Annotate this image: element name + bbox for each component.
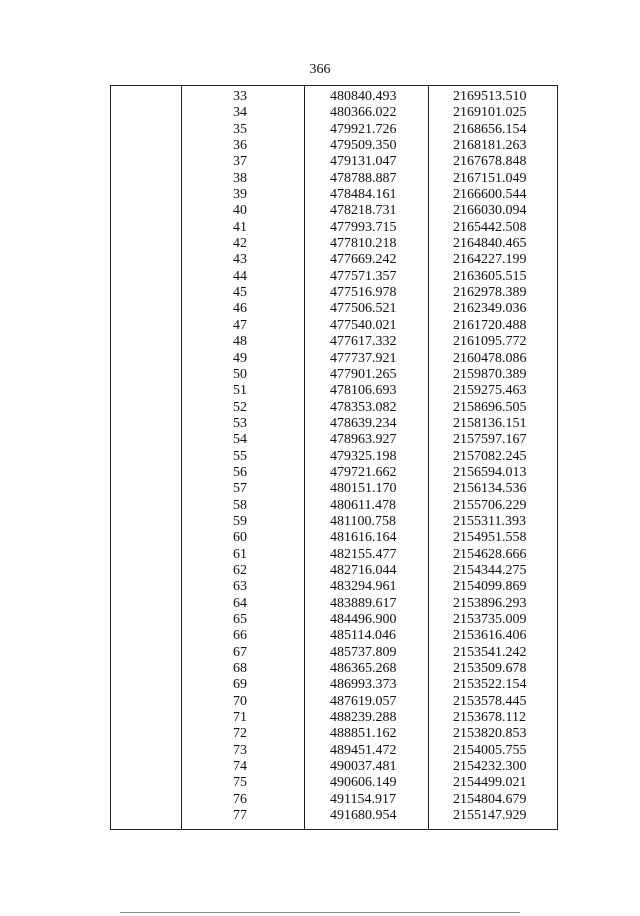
table-row — [111, 775, 557, 791]
x-coordinate: 490606.149 — [330, 775, 397, 791]
point-number: 34 — [233, 105, 247, 121]
y-coordinate: 2153896.293 — [453, 595, 527, 611]
x-coordinate: 480151.170 — [330, 481, 397, 497]
x-coordinate: 478484.161 — [330, 187, 397, 203]
table-row — [111, 612, 557, 628]
y-coordinate: 2167151.049 — [453, 170, 527, 186]
point-number: 64 — [233, 595, 247, 611]
point-number: 40 — [233, 203, 247, 219]
page-number: 366 — [309, 62, 331, 77]
x-coordinate: 490037.481 — [330, 759, 397, 775]
y-coordinate: 2155311.393 — [453, 513, 526, 529]
table-row — [111, 285, 557, 301]
point-number: 38 — [233, 170, 247, 186]
x-coordinate: 478106.693 — [330, 383, 397, 399]
y-coordinate: 2169101.025 — [453, 105, 527, 121]
x-coordinate: 484496.900 — [330, 612, 397, 627]
table-row — [111, 514, 557, 530]
table-row — [111, 220, 557, 236]
table-row — [111, 367, 557, 383]
point-number: 69 — [233, 677, 247, 693]
point-number: 33 — [233, 89, 247, 104]
x-coordinate: 488851.162 — [330, 726, 397, 742]
x-coordinate: 485737.809 — [330, 644, 397, 660]
y-coordinate: 2162978.389 — [453, 285, 527, 301]
table-row — [111, 105, 557, 121]
table-row — [111, 432, 557, 448]
point-number: 72 — [233, 726, 247, 742]
table-row — [111, 122, 557, 138]
table-row — [111, 726, 557, 742]
table-row — [111, 400, 557, 416]
table-row — [111, 628, 557, 644]
table-row — [111, 498, 557, 514]
y-coordinate: 2164840.465 — [453, 236, 527, 252]
table-row — [111, 416, 557, 432]
x-coordinate: 478788.887 — [330, 170, 397, 186]
x-coordinate: 481100.758 — [330, 513, 396, 529]
table-row — [111, 579, 557, 595]
y-coordinate: 2157082.245 — [453, 448, 527, 464]
table-row — [111, 334, 557, 350]
table-row — [111, 547, 557, 563]
table-row — [111, 89, 557, 105]
y-coordinate: 2154099.869 — [453, 579, 527, 595]
x-coordinate: 486993.373 — [330, 677, 397, 693]
table-body — [111, 89, 557, 824]
point-number: 73 — [233, 742, 247, 758]
point-number: 39 — [233, 187, 247, 203]
table-row — [111, 563, 557, 579]
y-coordinate: 2157597.167 — [453, 432, 527, 448]
x-coordinate: 477669.242 — [330, 252, 397, 268]
x-coordinate: 479325.198 — [330, 448, 397, 464]
y-coordinate: 2165442.508 — [453, 219, 527, 235]
table-row — [111, 383, 557, 399]
y-coordinate: 2156134.536 — [453, 481, 527, 497]
point-number: 76 — [233, 791, 247, 807]
y-coordinate: 2168656.154 — [453, 121, 527, 137]
y-coordinate: 2153522.154 — [453, 677, 527, 693]
point-number: 36 — [233, 138, 247, 154]
table-row — [111, 661, 557, 677]
y-coordinate: 2169513.510 — [453, 89, 527, 104]
table-row — [111, 743, 557, 759]
point-number: 77 — [233, 808, 247, 824]
x-coordinate: 479509.350 — [330, 138, 397, 154]
point-number: 54 — [233, 432, 247, 448]
point-number: 56 — [233, 464, 247, 480]
table-row — [111, 759, 557, 775]
x-coordinate: 483889.617 — [330, 595, 397, 611]
point-number: 50 — [233, 366, 247, 382]
point-number: 71 — [233, 710, 247, 726]
x-coordinate: 477810.218 — [330, 236, 397, 252]
point-number: 45 — [233, 285, 247, 301]
table-row — [111, 252, 557, 268]
x-coordinate: 482716.044 — [330, 562, 397, 578]
table-row — [111, 530, 557, 546]
y-coordinate: 2164227.199 — [453, 252, 527, 268]
y-coordinate: 2163605.515 — [453, 268, 527, 284]
y-coordinate: 2156594.013 — [453, 464, 527, 480]
y-coordinate: 2168181.263 — [453, 138, 527, 154]
x-coordinate: 478218.731 — [330, 203, 397, 219]
table-row — [111, 710, 557, 726]
coordinates-table — [110, 85, 558, 830]
point-number: 70 — [233, 693, 247, 709]
x-coordinate: 479721.662 — [330, 464, 397, 480]
y-coordinate: 2154344.275 — [453, 562, 527, 578]
point-number: 44 — [233, 268, 247, 284]
y-coordinate: 2158696.505 — [453, 399, 527, 415]
x-coordinate: 479131.047 — [330, 154, 397, 170]
y-coordinate: 2154005.755 — [453, 742, 527, 758]
y-coordinate: 2153541.242 — [453, 644, 527, 660]
point-number: 66 — [233, 628, 247, 644]
point-number: 75 — [233, 775, 247, 791]
y-coordinate: 2154499.021 — [453, 775, 527, 791]
table-row — [111, 694, 557, 710]
point-number: 48 — [233, 334, 247, 350]
x-coordinate: 491680.954 — [330, 808, 397, 824]
point-number: 42 — [233, 236, 247, 252]
x-coordinate: 477993.715 — [330, 219, 397, 235]
x-coordinate: 478963.927 — [330, 432, 397, 448]
y-coordinate: 2159275.463 — [453, 383, 527, 399]
table-row — [111, 187, 557, 203]
x-coordinate: 480611.478 — [330, 497, 396, 513]
point-number: 61 — [233, 546, 247, 562]
x-coordinate: 491154.917 — [330, 791, 396, 807]
y-coordinate: 2153678.112 — [453, 710, 526, 726]
y-coordinate: 2153578.445 — [453, 693, 527, 709]
table-row — [111, 318, 557, 334]
table-row — [111, 481, 557, 497]
table-row — [111, 269, 557, 285]
x-coordinate: 477737.921 — [330, 350, 397, 366]
y-coordinate: 2155147.929 — [453, 808, 527, 824]
x-coordinate: 477516.978 — [330, 285, 397, 301]
point-number: 60 — [233, 530, 247, 546]
table-row — [111, 171, 557, 187]
y-coordinate: 2153509.678 — [453, 661, 527, 677]
point-number: 53 — [233, 415, 247, 431]
point-number: 43 — [233, 252, 247, 268]
table-row — [111, 203, 557, 219]
table-row — [111, 154, 557, 170]
table-row — [111, 808, 557, 824]
x-coordinate: 483294.961 — [330, 579, 397, 595]
point-number: 35 — [233, 121, 247, 137]
x-coordinate: 478353.082 — [330, 399, 397, 415]
y-coordinate: 2167678.848 — [453, 154, 527, 170]
table-row — [111, 645, 557, 661]
y-coordinate: 2154951.558 — [453, 530, 527, 546]
point-number: 68 — [233, 661, 247, 677]
y-coordinate: 2166600.544 — [453, 187, 527, 203]
x-coordinate: 477617.332 — [330, 334, 397, 350]
point-number: 65 — [233, 612, 247, 627]
x-coordinate: 482155.477 — [330, 546, 397, 562]
point-number: 74 — [233, 759, 247, 775]
x-coordinate: 485114.046 — [330, 628, 396, 644]
x-coordinate: 481616.164 — [330, 530, 397, 546]
y-coordinate: 2166030.094 — [453, 203, 527, 219]
x-coordinate: 486365.268 — [330, 661, 397, 677]
y-coordinate: 2154804.679 — [453, 791, 527, 807]
table-row — [111, 301, 557, 317]
x-coordinate: 477571.357 — [330, 268, 397, 284]
x-coordinate: 480840.493 — [330, 89, 397, 104]
point-number: 63 — [233, 579, 247, 595]
point-number: 47 — [233, 317, 247, 333]
point-number: 51 — [233, 383, 247, 399]
y-coordinate: 2162349.036 — [453, 301, 527, 317]
point-number: 58 — [233, 497, 247, 513]
y-coordinate: 2159870.389 — [453, 366, 527, 382]
y-coordinate: 2154628.666 — [453, 546, 527, 562]
y-coordinate: 2160478.086 — [453, 350, 527, 366]
y-coordinate: 2155706.229 — [453, 497, 527, 513]
y-coordinate: 2161720.488 — [453, 317, 527, 333]
x-coordinate: 487619.057 — [330, 693, 397, 709]
point-number: 46 — [233, 301, 247, 317]
x-coordinate: 480366.022 — [330, 105, 397, 121]
x-coordinate: 477540.021 — [330, 317, 397, 333]
x-coordinate: 477901.265 — [330, 366, 397, 382]
point-number: 37 — [233, 154, 247, 170]
y-coordinate: 2153735.009 — [453, 612, 527, 627]
table-row — [111, 138, 557, 154]
point-number: 59 — [233, 513, 247, 529]
y-coordinate: 2154232.300 — [453, 759, 527, 775]
x-coordinate: 477506.521 — [330, 301, 397, 317]
table-row — [111, 792, 557, 808]
x-coordinate: 488239.288 — [330, 710, 397, 726]
table-row — [111, 449, 557, 465]
x-coordinate: 478639.234 — [330, 415, 397, 431]
table-row — [111, 236, 557, 252]
point-number: 62 — [233, 562, 247, 578]
y-coordinate: 2161095.772 — [453, 334, 527, 350]
x-coordinate: 489451.472 — [330, 742, 397, 758]
point-number: 52 — [233, 399, 247, 415]
point-number: 41 — [233, 219, 247, 235]
page-bottom-rule — [120, 912, 520, 913]
y-coordinate: 2153616.406 — [453, 628, 527, 644]
point-number: 49 — [233, 350, 247, 366]
table-row — [111, 351, 557, 367]
y-coordinate: 2153820.853 — [453, 726, 527, 742]
point-number: 55 — [233, 448, 247, 464]
table-row — [111, 677, 557, 693]
x-coordinate: 479921.726 — [330, 121, 397, 137]
point-number: 67 — [233, 644, 247, 660]
point-number: 57 — [233, 481, 247, 497]
table-row — [111, 465, 557, 481]
table-row — [111, 596, 557, 612]
y-coordinate: 2158136.151 — [453, 415, 527, 431]
